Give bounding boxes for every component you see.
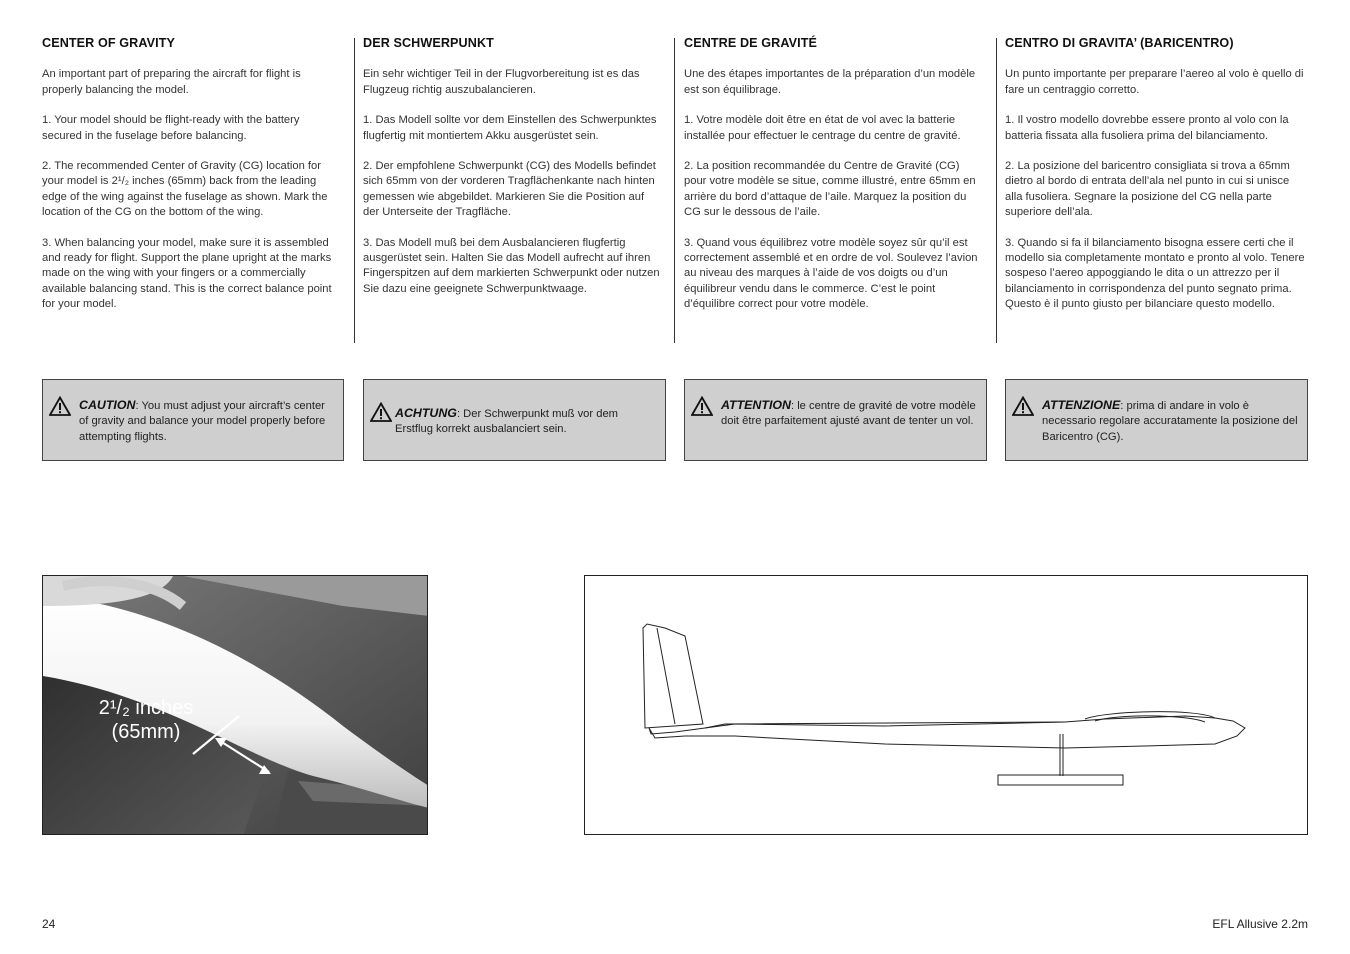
glider-side-view	[585, 576, 1309, 836]
column-divider	[354, 38, 355, 343]
section-heading: CENTER OF GRAVITY	[42, 36, 176, 50]
paragraph: 1. Your model should be flight-ready with the battery secured in the fuselage before balancing.	[42, 114, 300, 142]
attention-box	[684, 379, 987, 461]
paragraph: Un punto importante per preparare l’aereo al volo è quello di fare un centraggio corretto.	[1005, 68, 1304, 96]
cg-measure-mm: (65mm)	[111, 721, 181, 743]
paragraph: 3. Quand vous équilibrez votre modèle soyez sûr qu’il est correctement assemblé et en ordre de vol. Soulevez l’avion au niveau des marques à l’aide de vos doigts ou d’un équilibreur vendu dans le commerce. C’est le point d’équilibre correct pour votre modèle.	[684, 236, 978, 311]
warning-icon	[49, 396, 71, 416]
warning-text	[79, 398, 337, 445]
paragraph: 3. Quando si fa il bilanciamento bisogna essere certi che il modello sia completamente montato e pronto al volo. Tenere sospeso l’aereo appoggiando le dita o un attrezzo per il bilanciamento in corrispondenza del punto segnato prima. Questo è il punto giusto per bilanciare questo modello.	[1005, 236, 1305, 311]
warning-label: CAUTION	[79, 398, 136, 412]
paragraph: 2. La posizione del baricentro consigliata si trova a 65mm dietro al bordo di entrata dell’ala nel punto in cui si unisce alla fusoliera. Segnare la posizione del CG nella parte superiore dell’ala.	[1005, 160, 1290, 219]
page-number: 24	[42, 917, 56, 931]
warning-body: : You must adjust your aircraft’s center of gravity and balance your model properly before attempting flights.	[79, 400, 326, 443]
warning-icon	[370, 402, 392, 422]
column-divider	[996, 38, 997, 343]
paragraph: 1. Il vostro modello dovrebbe essere pronto al volo con la batteria fissata alla fusoliera prima del bilanciamento.	[1005, 114, 1289, 142]
cg-measure-inches: 2¹/₂ inches	[98, 697, 194, 719]
paragraph: 1. Das Modell sollte vor dem Einstellen des Schwerpunktes flugfertig mit montiertem Akku ausgerüstet sein.	[363, 114, 657, 142]
warning-label: ACHTUNG	[395, 406, 457, 420]
warning-icon	[1012, 396, 1034, 416]
warning-text	[395, 406, 659, 438]
column-german	[363, 36, 663, 312]
warning-label: ATTENTION	[721, 398, 791, 412]
paragraph: 1. Votre modèle doit être en état de vol avec la batterie installée pour effectuer le centrage du centre de gravité.	[684, 114, 961, 142]
section-heading: CENTRE DE GRAVITÉ	[684, 36, 818, 50]
section-heading: DER SCHWERPUNKT	[363, 36, 494, 50]
product-name: EFL Allusive 2.2m	[1212, 917, 1308, 931]
column-french	[684, 36, 984, 328]
warning-label: ATTENZIONE	[1042, 398, 1121, 412]
cg-photo	[42, 575, 428, 835]
paragraph: 2. The recommended Center of Gravity (CG) location for your model is 2¹/₂ inches (65mm) back from the leading edge of the wing against the fuselage as shown. Mark the location of the CG on the bottom of the wing.	[42, 160, 328, 219]
paragraph: 3. When balancing your model, make sure it is assembled and ready for flight. Support the plane upright at the marks made on the wing with your fingers or a commercially available balancing stand. This is the correct balance point for your model.	[42, 236, 332, 311]
paragraph: 2. La position recommandée du Centre de Gravité (CG) pour votre modèle se situe, comme illustré, entre 65mm en arrière du bord d’attaque de l’aile. Marquez la position du CG sur le dessous de l’aile.	[684, 160, 976, 219]
warning-icon	[691, 396, 713, 416]
caution-box	[42, 379, 344, 461]
warning-body: : Der Schwerpunkt muß vor dem Erstflug korrekt ausbalanciert sein.	[395, 408, 618, 436]
glider-balance-drawing	[584, 575, 1308, 835]
column-italian	[1005, 36, 1305, 328]
paragraph: An important part of preparing the aircraft for flight is properly balancing the model.	[42, 68, 301, 96]
paragraph: 2. Der empfohlene Schwerpunkt (CG) des Modells befindet sich 65mm von der vorderen Tragflächenkante nach hinten gemessen wie abgebildet. Markieren Sie die Position auf der Unterseite der Tragfläche.	[363, 160, 656, 219]
warning-body: : prima di andare in volo è necessario regolare accuratamente la posizione del Baricentro (CG).	[1042, 400, 1298, 443]
paragraph: Ein sehr wichtiger Teil in der Flugvorbereitung ist es das Flugzeug richtig auszubalancieren.	[363, 68, 640, 96]
paragraph: Une des étapes importantes de la préparation d’un modèle est son équilibrage.	[684, 68, 976, 96]
section-heading: CENTRO DI GRAVITA’ (BARICENTRO)	[1005, 36, 1234, 50]
cg-measure-label	[91, 696, 201, 744]
attenzione-box	[1005, 379, 1308, 461]
column-english	[42, 36, 342, 328]
warning-text	[721, 398, 980, 430]
column-divider	[674, 38, 675, 343]
warning-text	[1042, 398, 1301, 445]
warning-body: : le centre de gravité de votre modèle doit être parfaitement ajusté avant de tenter un vol.	[721, 400, 976, 428]
paragraph: 3. Das Modell muß bei dem Ausbalancieren flugfertig ausgerüstet sein. Halten Sie das Modell aufrecht auf ihren Fingerspitzen auf dem markierten Schwerpunkt oder nutzen Sie dazu eine geeignete Schwerpunktwaage.	[363, 236, 660, 295]
achtung-box	[363, 379, 666, 461]
